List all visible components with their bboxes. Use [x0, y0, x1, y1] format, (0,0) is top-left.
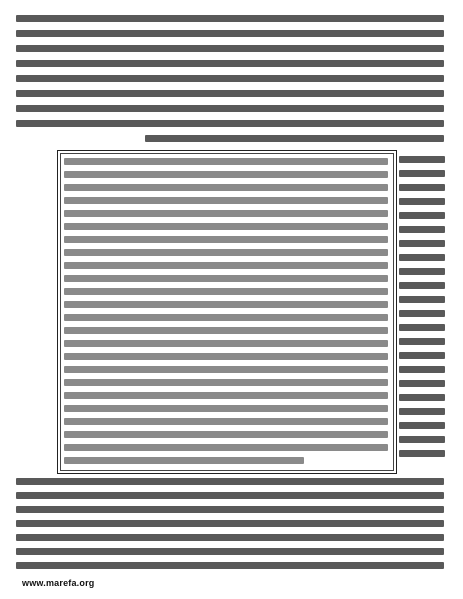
side-text-column	[399, 150, 445, 472]
footer-site-url: www.marefa.org	[22, 578, 95, 588]
